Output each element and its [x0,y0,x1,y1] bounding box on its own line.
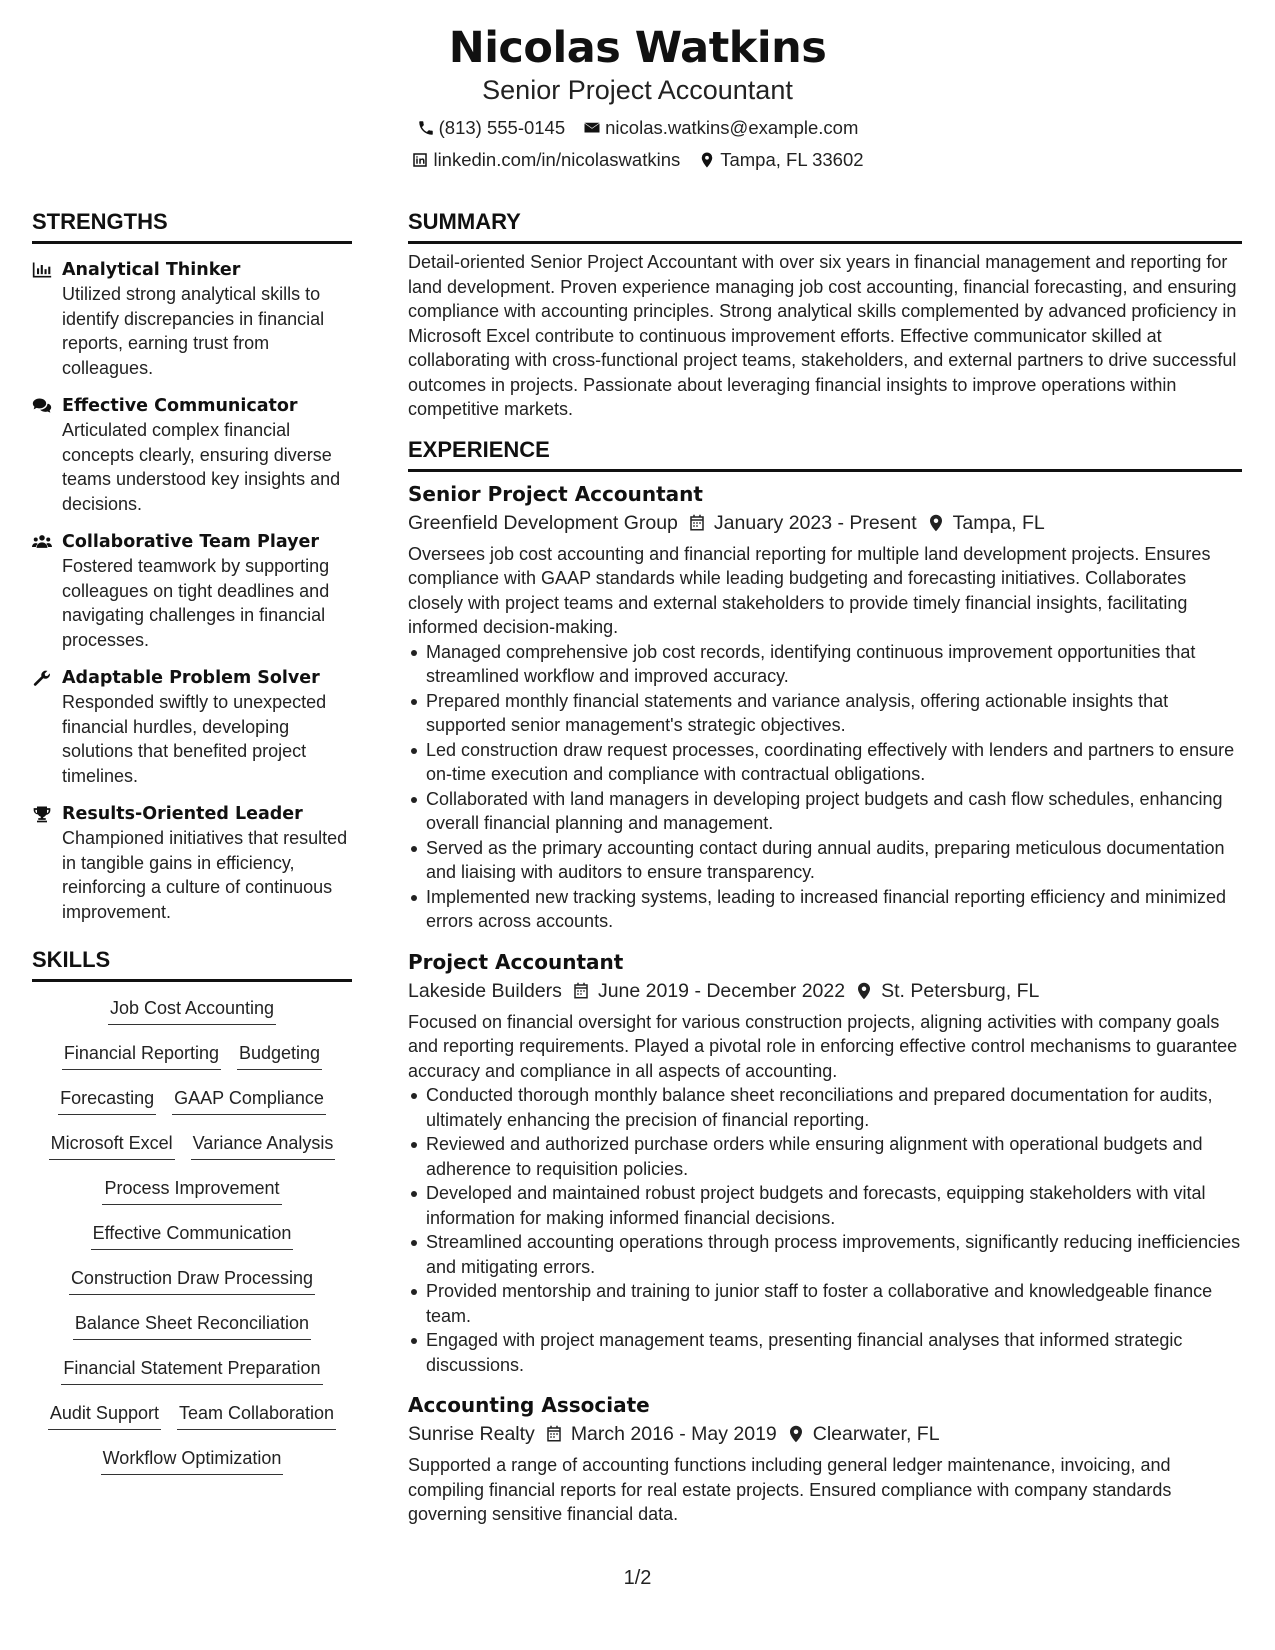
skill-tag: Workflow Optimization [101,1446,284,1475]
job-meta [408,1419,1242,1449]
skill-tag: Financial Statement Preparation [61,1356,322,1385]
bullet-item: Reviewed and authorized purchase orders while ensuring alignment with operational budgets and adherence to requisition policies. [408,1132,1242,1181]
phone-icon [417,119,435,137]
skill-tag: Process Improvement [102,1176,281,1205]
bullet-item: Engaged with project management teams, presenting financial analyses that informed strategic discussions. [408,1328,1242,1377]
map-pin-icon [855,982,873,1000]
skill-tag: Budgeting [237,1041,322,1070]
skill-row [32,1041,352,1086]
calendar-icon [545,1425,563,1443]
company-name: Sunrise Realty [408,1423,535,1445]
skill-tag: Financial Reporting [62,1041,221,1070]
bullet-item: Developed and maintained robust project budgets and forecasts, equipping stakeholders with vital information for making informed financial decisions. [408,1181,1242,1230]
job-entry [408,948,1242,1378]
bullet-item: Served as the primary accounting contact during annual audits, preparing meticulous documentation and liaising with auditors to ensure transparency. [408,836,1242,885]
job-description: Supported a range of accounting functions including general ledger maintenance, invoicing, and compiling financial reports for real estate projects. Ensured compliance with company standards governing sensitive financial data. [408,1455,1172,1524]
bullet-item: Implemented new tracking systems, leading to increased financial reporting efficiency and minimized errors across accounts. [408,885,1242,934]
skills-list [32,996,352,1491]
strength-item [32,394,352,516]
job-dates: January 2023 - Present [713,511,917,534]
resume-header [0,22,1275,172]
skill-row [32,1266,352,1311]
job-bullets [408,1083,1242,1377]
bullet-item: Prepared monthly financial statements and variance analysis, offering actionable insights that supported senior management's strategic objectives. [408,689,1242,738]
bullet-item: Led construction draw request processes, coordinating effectively with lenders and partners to ensure on-time execution and compliance with contractual obligations. [408,738,1242,787]
experience-heading: EXPERIENCE [408,436,1242,472]
strength-description: Fostered teamwork by supporting colleagues on tight deadlines and navigating challenges in financial processes. [62,556,330,650]
strength-title: Collaborative Team Player [62,532,320,552]
bullet-item: Conducted thorough monthly balance sheet reconciliations and prepared documentation for audits, ultimately enhancing the precision of financial reporting. [408,1083,1242,1132]
company-name: Greenfield Development Group [408,511,678,534]
bullet-item: Managed comprehensive job cost records, identifying continuous improvement opportunities that streamlined workflow and improved accuracy. [408,640,1242,689]
bullet-item: Provided mentorship and training to junior staff to foster a collaborative and knowledgeable finance team. [408,1279,1242,1328]
right-column [408,208,1242,1527]
users-icon [32,533,52,551]
chart-bar-icon [32,261,52,279]
page-number: 1/2 [623,1567,652,1589]
skill-row [32,1446,352,1491]
linkedin-url[interactable]: linkedin.com/in/nicolaswatkins [433,149,681,170]
contact-row [0,116,1275,140]
job-title: Project Accountant [408,949,624,974]
envelope-icon [583,119,601,137]
left-column [32,208,352,1491]
skill-tag: Forecasting [58,1086,156,1115]
job-entry [408,480,1242,934]
job-dates: June 2019 - December 2022 [597,979,846,1002]
skill-tag: Balance Sheet Reconciliation [73,1311,311,1340]
summary-text: Detail-oriented Senior Project Accountant with over six years in financial management and reporting for land development. Proven experience managing job cost accounting, financial forecasting, and ensuring compliance with accounting principles. Strong analytical skills complemented by advanced proficiency in Microsoft Excel contribute to continuous improvement efforts. Effective communicator skilled at collaborating with cross-functional project teams, stakeholders, and external partners to drive successful outcomes in projects. Passionate about leveraging financial insights to improve operations within competitive markets. [408,252,1237,419]
email-contact [583,116,858,140]
skill-row [32,1311,352,1356]
skill-row [32,996,352,1041]
map-pin-icon [698,151,716,169]
comments-icon [32,397,52,415]
skill-tag: GAAP Compliance [172,1086,326,1115]
strength-description: Responded swiftly to unexpected financial hurdles, developing solutions that benefited project timelines. [62,692,327,786]
calendar-icon [688,514,706,532]
job-bullets [408,640,1242,934]
job-meta [408,508,1242,538]
linkedin-icon [411,151,429,169]
wrench-icon [32,669,52,687]
company-name: Lakeside Builders [408,979,562,1002]
email-address[interactable]: nicolas.watkins@example.com [605,117,859,138]
bullet-item: Collaborated with land managers in developing project budgets and cash flow schedules, enhancing overall financial planning and management. [408,787,1242,836]
skill-tag: Job Cost Accounting [108,996,276,1025]
map-pin-icon [787,1425,805,1443]
strength-title: Adaptable Problem Solver [62,668,320,688]
linkedin-contact [411,148,680,172]
strength-item [32,530,352,652]
strength-item [32,666,352,788]
skill-tag: Audit Support [48,1401,161,1430]
phone-contact [417,116,566,140]
job-entry [408,1391,1242,1527]
job-title: Accounting Associate [408,1393,650,1417]
job-location: Clearwater, FL [812,1423,940,1445]
job-location: Tampa, FL [952,511,1045,534]
skill-row [32,1176,352,1221]
job-location: St. Petersburg, FL [881,979,1040,1002]
job-description: Oversees job cost accounting and financial reporting for multiple land development projects. Ensures compliance with GAAP standards while leading budgeting and forecasting initiatives. Collaborates closely with project teams and external stakeholders to provide timely financial insights, facilitating informed decision-making. [408,543,1211,637]
skill-row [32,1356,352,1401]
skill-tag: Team Collaboration [177,1401,336,1430]
strength-description: Utilized strong analytical skills to identify discrepancies in financial reports, earning trust from colleagues. [62,284,325,378]
candidate-title: Senior Project Accountant [482,75,793,105]
skill-tag: Construction Draw Processing [69,1266,315,1295]
location-contact [698,148,863,172]
skill-row [32,1131,352,1176]
skill-tag: Effective Communication [91,1221,294,1250]
skill-row [32,1086,352,1131]
strength-item [32,258,352,380]
strength-title: Results-Oriented Leader [62,804,303,824]
skill-row [32,1401,352,1446]
contact-row-2 [0,148,1275,172]
bullet-item: Streamlined accounting operations through process improvements, significantly reducing inefficiencies and mitigating errors. [408,1230,1242,1279]
job-description: Focused on financial oversight for various construction projects, aligning activities with company goals and reporting requirements. Played a pivotal role in enforcing effective control mechanisms to guarantee accuracy and compliance in all aspects of accounting. [408,1011,1238,1081]
skills-heading: SKILLS [32,946,352,982]
strength-title: Effective Communicator [62,396,298,416]
phone-number[interactable]: (813) 555-0145 [438,117,566,138]
strength-description: Championed initiatives that resulted in tangible gains in efficiency, reinforcing a culture of continuous improvement. [62,828,348,922]
map-pin-icon [927,514,945,532]
candidate-name: Nicolas Watkins [448,23,827,73]
summary-heading: SUMMARY [408,208,1242,244]
strength-title: Analytical Thinker [62,260,241,280]
skill-row [32,1221,352,1266]
job-meta [408,976,1242,1006]
skill-tag: Variance Analysis [191,1131,336,1160]
strengths-heading: STRENGTHS [32,208,352,244]
skill-tag: Microsoft Excel [49,1131,175,1160]
job-dates: March 2016 - May 2019 [570,1423,777,1445]
job-title: Senior Project Accountant [408,481,703,506]
location-text: Tampa, FL 33602 [720,149,864,170]
trophy-icon [32,805,52,823]
strength-description: Articulated complex financial concepts clearly, ensuring diverse teams understood key insights and decisions. [62,420,341,514]
strength-item [32,802,352,924]
calendar-icon [572,982,590,1000]
